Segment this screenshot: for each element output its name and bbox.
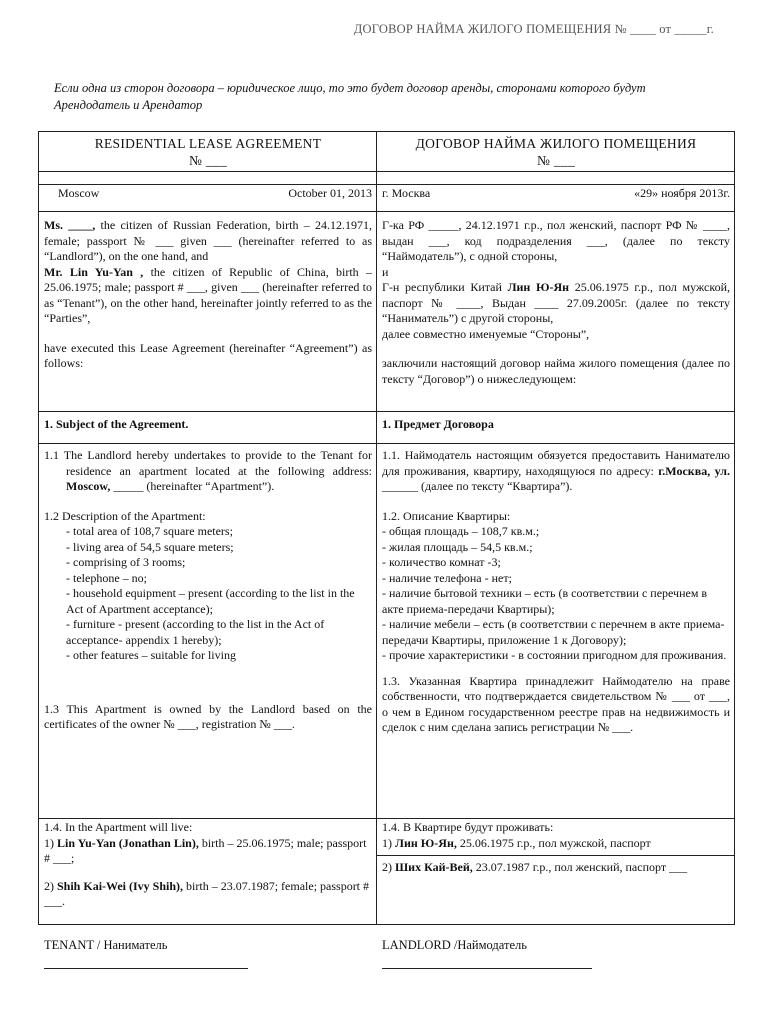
feature-item: - наличие бытовой техники – есть (в соответствии с перечнем в акте приема-передачи Квартиры); — [382, 586, 708, 616]
place-ru-cell — [377, 185, 735, 212]
resident-1-en: 1) Lin Yu-Yan (Jonathan Lin), birth – 25.06.1975; male; passport # ___; — [44, 835, 367, 865]
clause-1-1-ru: 1.1. Наймодатель настоящим обязуется предоставить Нанимателю для проживания, квартиру, находящуюся по адресу: г.Москва, ул. ______ (далее по тексту “Квартира”). — [382, 448, 731, 493]
date-en: October 01, 2013 — [288, 186, 372, 200]
section1-ru-cell — [377, 412, 735, 444]
clause-1-4-head-ru: 1.4. В Квартире будут проживать: — [382, 820, 554, 834]
feature-item: - household equipment – present (according to the list in the Act of Apartment acceptance); — [66, 586, 355, 616]
feature-item: - наличие телефона - нет; — [382, 570, 512, 585]
residents-ru-cell — [377, 819, 735, 925]
feature-item: - прочие характеристики - в состоянии пригодном для проживания. — [382, 648, 727, 662]
spacer-cell — [39, 172, 377, 185]
section1-heading-ru: 1. Предмет Договора — [382, 417, 494, 431]
party-tenant-en: Mr. Lin Yu-Yan , the citizen of Republic of China, birth – 25.06.1975; male; passport # ___, given ___ (hereinafter referred to as “Tenant”), on the other hand, hereinafter jointly referred to as the “Parties”, — [44, 264, 372, 325]
feature-item: - living area of 54,5 square meters; — [66, 539, 234, 554]
resident-2-en: 2) Shih Kai-Wei (Ivy Shih), birth – 23.07.1987; female; passport # ___. — [44, 878, 370, 908]
landlord-signature-label: LANDLORD /Наймодатель — [382, 938, 527, 952]
party-landlord-ru: Г-ка РФ _____, 24.12.1971 г.р., пол женский, паспорт РФ № ____, выдан ___, код подразделения ___, (далее по тексту “Наймодатель”), с одной стороны, — [382, 218, 730, 263]
clause-1-2-head-en: 1.2 Description of the Apartment: — [44, 508, 206, 523]
tenant-signature-line — [44, 968, 248, 969]
clause-1-4-head-en: 1.4. In the Apartment will live: — [44, 820, 193, 834]
party-tenant-ru: Г-н республики Китай Лин Ю-Ян 25.06.1975 г.р., пол мужской, паспорт № ____, Выдан ____ 27.09.2005г. (далее по тексту “Наниматель”) с другой стороны, — [382, 280, 730, 325]
feature-item: - количество комнат -3; — [382, 555, 501, 569]
city-ru: г. Москва — [382, 186, 431, 200]
clause-1-1-en: 1.1 The Landlord hereby undertakes to provide to the Tenant for residence an apartment located at the following address: Moscow, _____ (hereinafter “Apartment”). — [44, 448, 372, 493]
agreement-table — [38, 131, 735, 925]
title-en-cell — [39, 132, 377, 172]
italic-note: Если одна из сторон договора – юридическое лицо, то это будет договор аренды, сторонами которого будут Арендодатель и Арендатор — [54, 81, 646, 112]
title-ru: ДОГОВОР НАЙМА ЖИЛОГО ПОМЕЩЕНИЯ — [415, 136, 697, 151]
resident-1-ru: 1) Лин Ю-Ян, 25.06.1975 г.р., пол мужской, паспорт — [382, 835, 651, 850]
section1-en-cell — [39, 412, 377, 444]
clause-1-3-ru: 1.3. Указанная Квартира принадлежит Наймодателю на праве собственности, что подтверждается свидетельством № ___ от ___, о чем в Едином государственном реестре прав на недвижимость и сделок с ним сделана запись регистрации № ___. — [382, 673, 730, 734]
clause-1-3-en: 1.3 This Apartment is owned by the Landlord based on the certificates of the owner № ___, registration № ___. — [44, 701, 372, 731]
clauses-ru-cell — [377, 444, 735, 819]
clauses-en-cell — [39, 444, 377, 819]
apartment-features-en — [44, 524, 372, 664]
feature-item: - total area of 108,7 square meters; — [66, 524, 233, 538]
feature-item: - telephone – no; — [66, 570, 147, 585]
parties-joint-ru: далее совместно именуемые “Стороны”, — [382, 326, 590, 341]
parties-and-ru: и — [382, 264, 389, 279]
feature-item: - наличие мебели – есть (в соответствии с перечнем в акте приема-передачи Квартиры, приложение 1 к Договору); — [382, 617, 725, 647]
city-en: Moscow — [58, 186, 100, 200]
feature-item: - общая площадь – 108,7 кв.м.; — [382, 524, 540, 538]
clause-1-2-head-ru: 1.2. Описание Квартиры: — [382, 508, 511, 523]
landlord-signature-line — [382, 968, 592, 969]
apartment-features-ru — [382, 524, 730, 664]
party-landlord-en: Ms. ____, the citizen of Russian Federation, birth – 24.12.1971, female; passport № ___ given ___ (hereinafter referred to as “Landlord”), on the one hand, and — [44, 218, 372, 263]
title-en: RESIDENTIAL LEASE AGREEMENT — [94, 136, 322, 151]
feature-item: - furniture - present (according to the list in the Act of acceptance- appendix 1 hereby); — [66, 617, 325, 647]
place-en-cell — [39, 185, 377, 212]
date-ru: «29» ноября 2013г. — [634, 186, 730, 200]
parties-conclusion-en: have executed this Lease Agreement (hereinafter “Agreement”) as follows: — [44, 340, 372, 370]
tenant-signature-label: TENANT / Наниматель — [44, 938, 168, 952]
feature-item: - comprising of 3 rooms; — [66, 555, 186, 569]
parties-ru-cell — [377, 212, 735, 412]
parties-conclusion-ru: заключили настоящий договор найма жилого помещения (далее по тексту “Договор”) о нижеследующем: — [382, 356, 730, 386]
feature-item: - other features – suitable for living — [66, 648, 236, 662]
residents-en-cell — [39, 819, 377, 925]
resident-2-ru: 2) Ших Кай-Вей, 23.07.1987 г.р., пол женский, паспорт ___ — [382, 860, 688, 874]
title-ru-cell — [377, 132, 735, 172]
title-en-number: № ___ — [188, 153, 227, 168]
section1-heading-en: 1. Subject of the Agreement. — [44, 417, 189, 431]
page-header: ДОГОВОР НАЙМА ЖИЛОГО ПОМЕЩЕНИЯ № ____ от _____г. — [353, 22, 714, 36]
spacer-cell — [377, 172, 735, 185]
title-ru-number: № ___ — [536, 153, 575, 168]
feature-item: - жилая площадь – 54,5 кв.м.; — [382, 539, 533, 554]
parties-en-cell — [39, 212, 377, 412]
